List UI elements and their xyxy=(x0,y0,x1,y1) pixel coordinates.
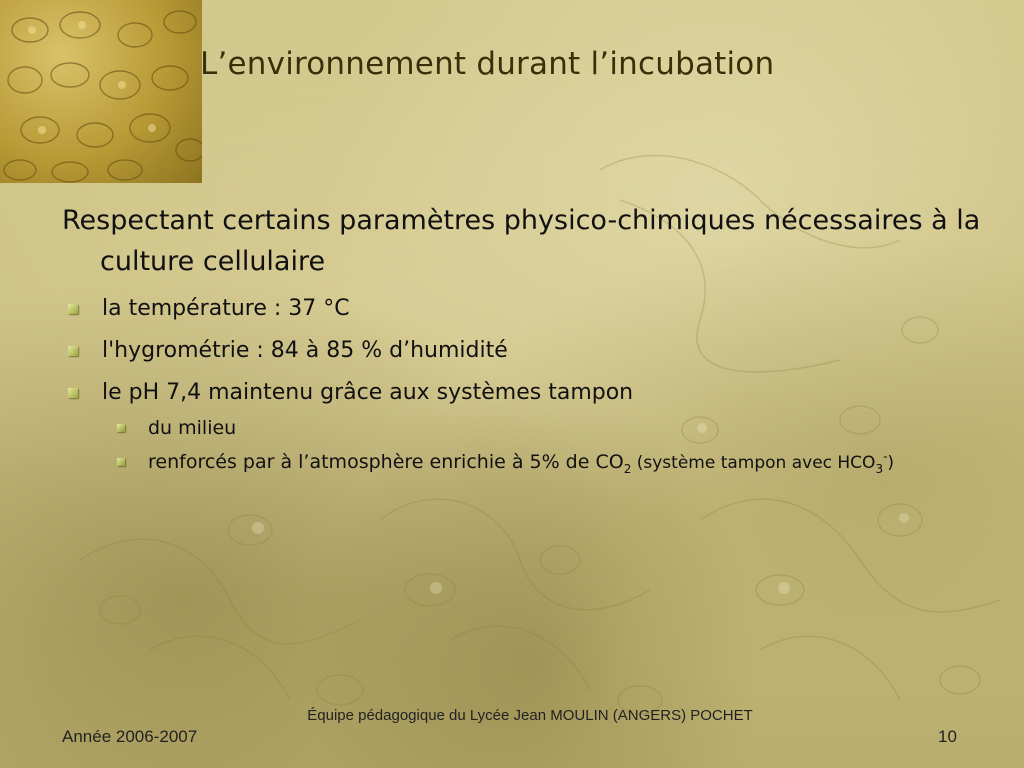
sub-bullet-item xyxy=(62,414,992,442)
bullet-text-ph: le pH 7,4 maintenu grâce aux systèmes tampon xyxy=(102,380,634,405)
square-bullet-icon xyxy=(68,304,78,314)
bullet-text-temperature: la température : 37 °C xyxy=(102,296,350,321)
slide-number: 10 xyxy=(938,727,957,746)
buffer-note-end: ) xyxy=(887,453,895,473)
slide-content xyxy=(62,200,992,483)
hco3-subscript: 3 xyxy=(875,461,884,476)
footer-credits: Équipe pédagogique du Lycée Jean MOULIN (ANGERS) POCHET xyxy=(307,707,753,724)
square-bullet-icon xyxy=(68,388,78,398)
intro-paragraph: Respectant certains paramètres physico-chimiques nécessaires à la culture cellulaire xyxy=(62,205,981,277)
bullet-item xyxy=(62,372,992,414)
buffer-note: (système tampon avec HCO xyxy=(631,453,876,473)
small-square-bullet-icon xyxy=(117,458,125,466)
co2-subscript: 2 xyxy=(623,461,632,476)
hco3-superscript: - xyxy=(883,449,888,464)
sub-bullet-text-medium: du milieu xyxy=(148,417,237,439)
cell-culture-thumbnail xyxy=(0,0,202,183)
sub-bullet-text-atmosphere: renforcés par à l’atmosphère enrichie à 5% de CO xyxy=(148,451,624,473)
square-bullet-icon xyxy=(68,346,78,356)
footer-year: Année 2006-2007 xyxy=(62,727,198,746)
slide-title: L’environnement durant l’incubation xyxy=(200,46,775,82)
bullet-item xyxy=(62,288,992,330)
bullet-item xyxy=(62,330,992,372)
sub-bullet-item xyxy=(62,448,992,477)
bullet-text-hygrometry: l'hygrométrie : 84 à 85 % d’humidité xyxy=(102,338,508,363)
small-square-bullet-icon xyxy=(117,424,125,432)
sub-bullet-list xyxy=(62,414,992,477)
bullet-list xyxy=(62,288,992,414)
